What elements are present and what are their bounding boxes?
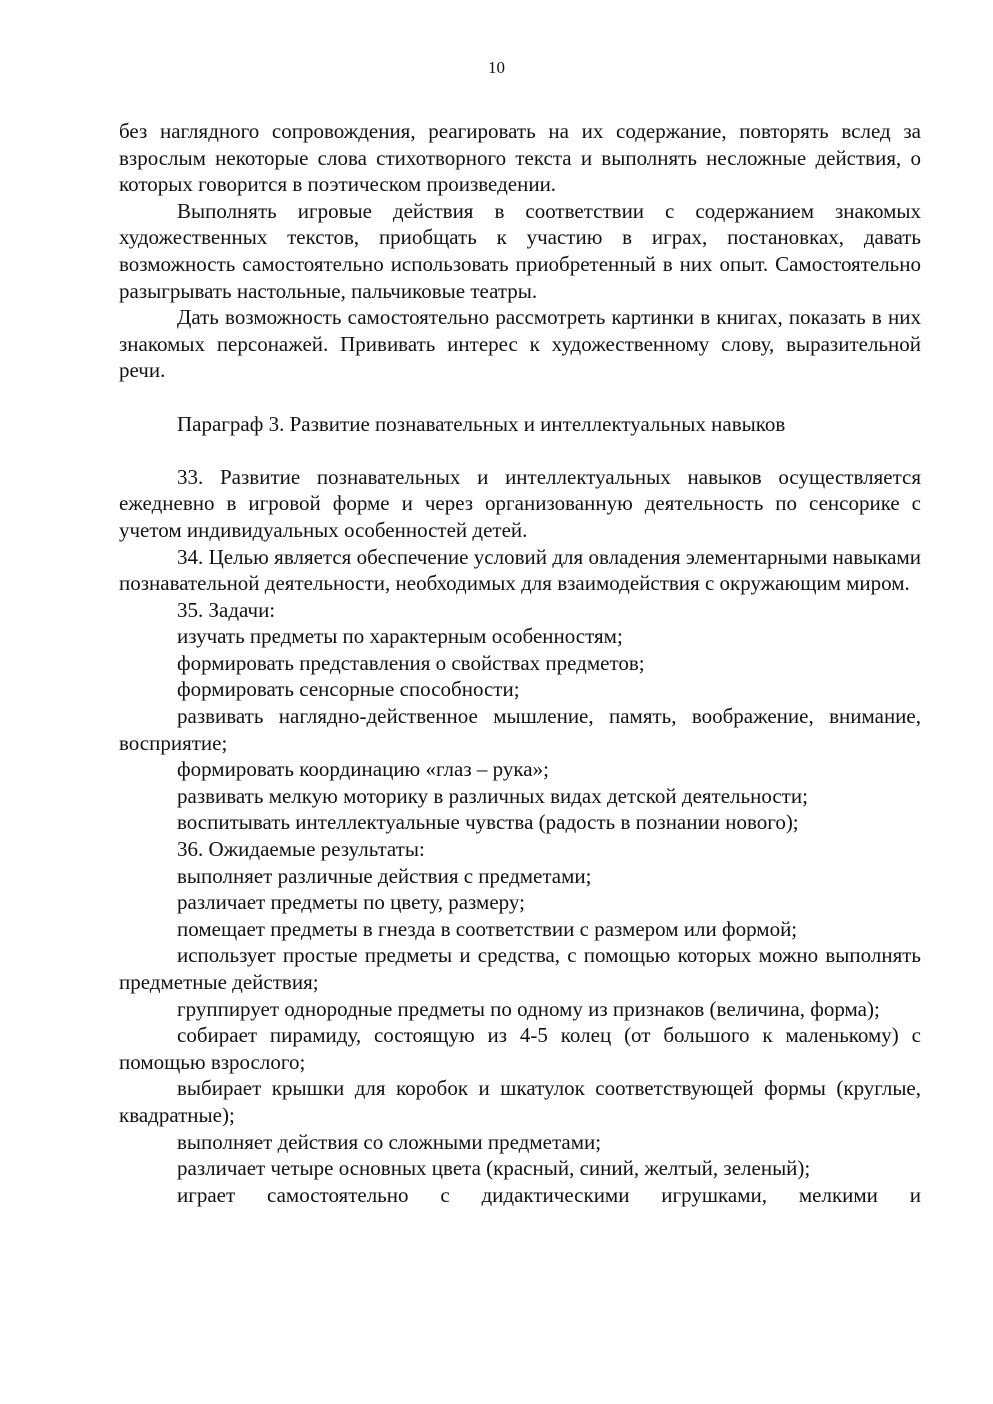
list-item: использует простые предметы и средства, с помощью которых можно выполнять предметные действия; [119, 943, 921, 994]
list-item: развивать мелкую моторику в различных видах детской деятельности; [177, 783, 808, 808]
list-item: формировать сенсорные способности; [177, 677, 520, 702]
list-item: выполняет действия со сложными предметами; [177, 1129, 602, 1154]
list-item: формировать представления о свойствах предметов; [177, 650, 645, 675]
list-heading: 36. Ожидаемые результаты: [177, 837, 425, 862]
page-number: 10 [488, 58, 505, 77]
list-item: помещает предметы в гнезда в соответствии с размером или формой; [177, 916, 798, 941]
list-item: развивать наглядно-действенное мышление, память, воображение, внимание, восприятие; [119, 704, 921, 755]
list-item: играет самостоятельно с дидактическими игрушками, мелкими и [177, 1182, 921, 1207]
list-item: различает четыре основных цвета (красный, синий, желтый, зеленый); [177, 1156, 811, 1181]
list-heading: 35. Задачи: [177, 597, 276, 622]
paragraph: Выполнять игровые действия в соответствии с содержанием знакомых художественных текстов, приобщать к участию в играх, постановках, давать возможность самостоятельно использовать приобретенный в них опыт. Самостоятельно разыгрывать настольные, пальчиковые театры. [119, 198, 921, 303]
paragraph: 33. Развитие познавательных и интеллектуальных навыков осуществляется ежедневно в игровой форме и через организованную деятельность по сенсорике с учетом индивидуальных особенностей детей. [119, 464, 921, 542]
list-item: различает предметы по цвету, размеру; [177, 890, 525, 915]
list-item: выбирает крышки для коробок и шкатулок соответствующей формы (круглые, квадратные); [119, 1076, 921, 1127]
list-item: выполняет различные действия с предметами; [177, 863, 592, 888]
list-item: собирает пирамиду, состоящую из 4-5 колец (от большого к маленькому) с помощью взрослого; [119, 1023, 921, 1074]
paragraph: Дать возможность самостоятельно рассмотреть картинки в книгах, показать в них знакомых персонажей. Прививать интерес к художественному слову, выразительной речи. [119, 305, 921, 383]
list-item: формировать координацию «глаз – рука»; [177, 757, 549, 782]
paragraph: без наглядного сопровождения, реагировать на их содержание, повторять вслед за взрослым некоторые слова стихотворного текста и выполнять несложные действия, о которых говорится в поэтическом произведении. [119, 119, 921, 197]
list-item: изучать предметы по характерным особенностям; [177, 624, 623, 649]
list-item: воспитывать интеллектуальные чувства (радость в познании нового); [177, 810, 799, 835]
list-item: группирует однородные предметы по одному из признаков (величина, форма); [177, 996, 880, 1021]
paragraph: 34. Целью является обеспечение условий для овладения элементарными навыками познавательной деятельности, необходимых для взаимодействия с окружающим миром. [119, 544, 921, 596]
document-body [119, 118, 921, 1208]
section-heading: Параграф 3. Развитие познавательных и интеллектуальных навыков [177, 411, 786, 436]
